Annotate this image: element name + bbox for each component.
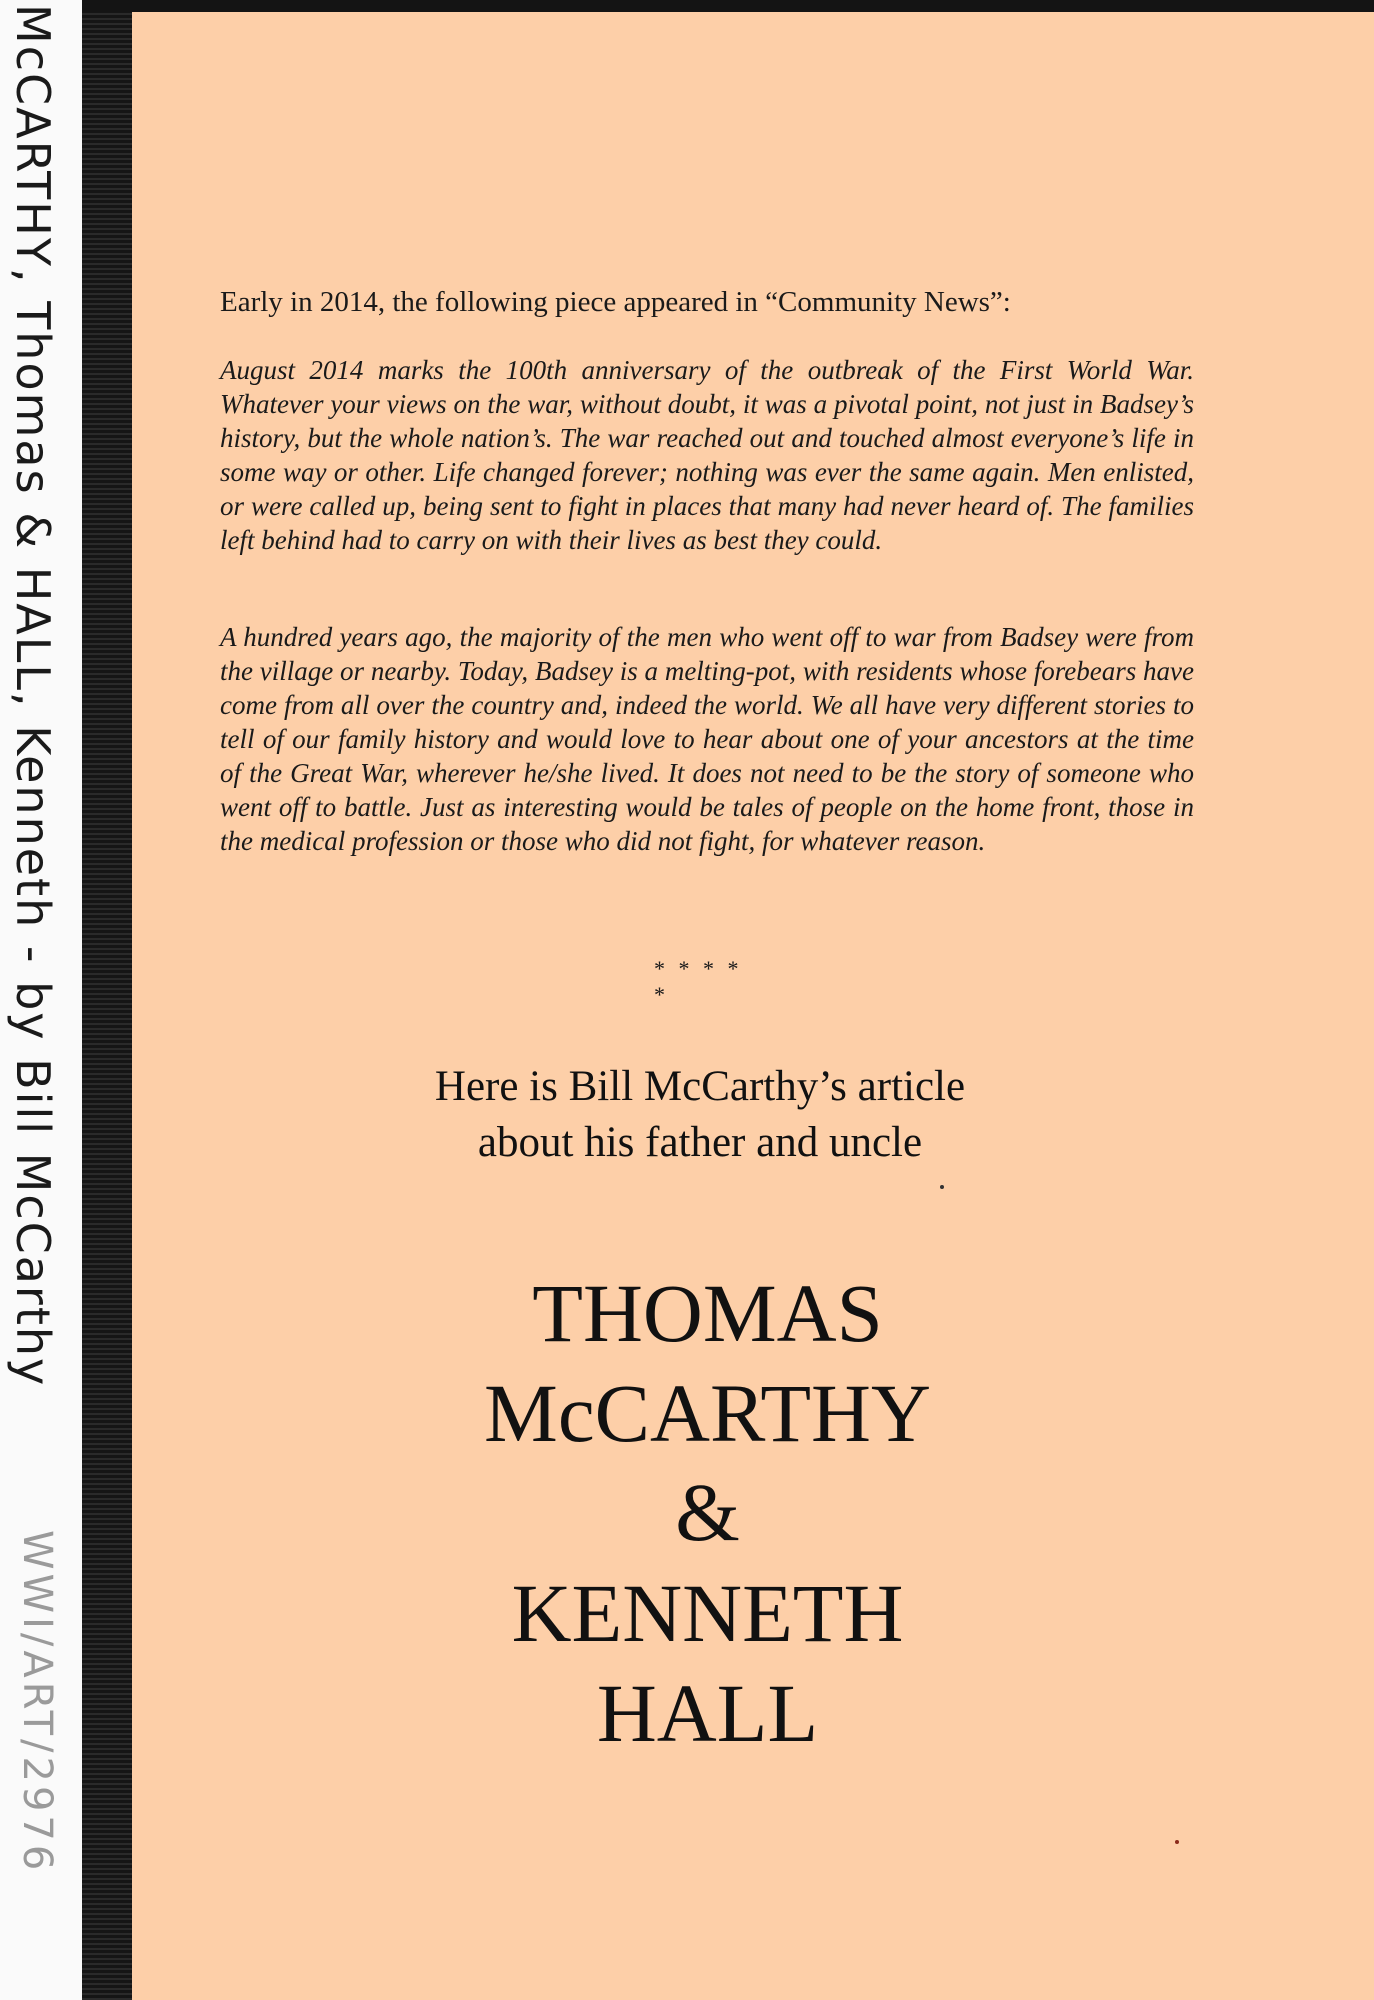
title-line-2: McCARTHY	[484, 1367, 931, 1459]
title-line-3: &	[675, 1466, 740, 1558]
top-edge	[82, 0, 1374, 12]
title-line-1: THOMAS	[532, 1267, 883, 1359]
paper-speck	[1175, 1840, 1179, 1844]
heading-line-2: about his father and uncle	[477, 1119, 923, 1166]
article-paragraph-1: August 2014 marks the 100th anniversary of the outbreak of the First World War. Whatever your views on the war, without doubt, it was a pivotal point, not just in Badsey’s history, but the whole nation’s. The war reached out and touched almost everyone’s life in some way or other. Life changed forever; nothing was ever the same again. Men enlisted, or were called up, being sent to fight in places that many had never heard of. The families left behind had to carry on with their lives as best they could.	[220, 355, 1194, 555]
title-line-4: KENNETH	[511, 1567, 904, 1659]
reference-code: WWI/ART/2976	[14, 1530, 60, 1875]
intro-line: Early in 2014, the following piece appeared in “Community News”:	[220, 286, 1011, 318]
heading-line-1: Here is Bill McCarthy’s article	[434, 1063, 966, 1110]
article-paragraph-2: A hundred years ago, the majority of the men who went off to war from Badsey were from the village or nearby. Today, Badsey is a melting-pot, with residents whose forebears have come from all over the country and, indeed the world. We all have very different stories to tell of our family history and would love to hear about one of your ancestors at the time of the Great War, wherever he/she lived. It does not need to be the story of someone who went off to battle. Just as interesting would be tales of people on the home front, those in the medical profession or those who did not fight, for whatever reason.	[220, 622, 1194, 856]
catalogue-label-strip	[0, 0, 82, 2000]
title-line-5: HALL	[596, 1667, 819, 1759]
section-separator: * * * * *	[654, 956, 743, 1007]
handwritten-label: McCARTHY, Thomas & HALL, Kenneth - by Bill McCarthy	[6, 4, 60, 1388]
binding-edge	[82, 0, 132, 2000]
paper-speck	[940, 1185, 944, 1189]
